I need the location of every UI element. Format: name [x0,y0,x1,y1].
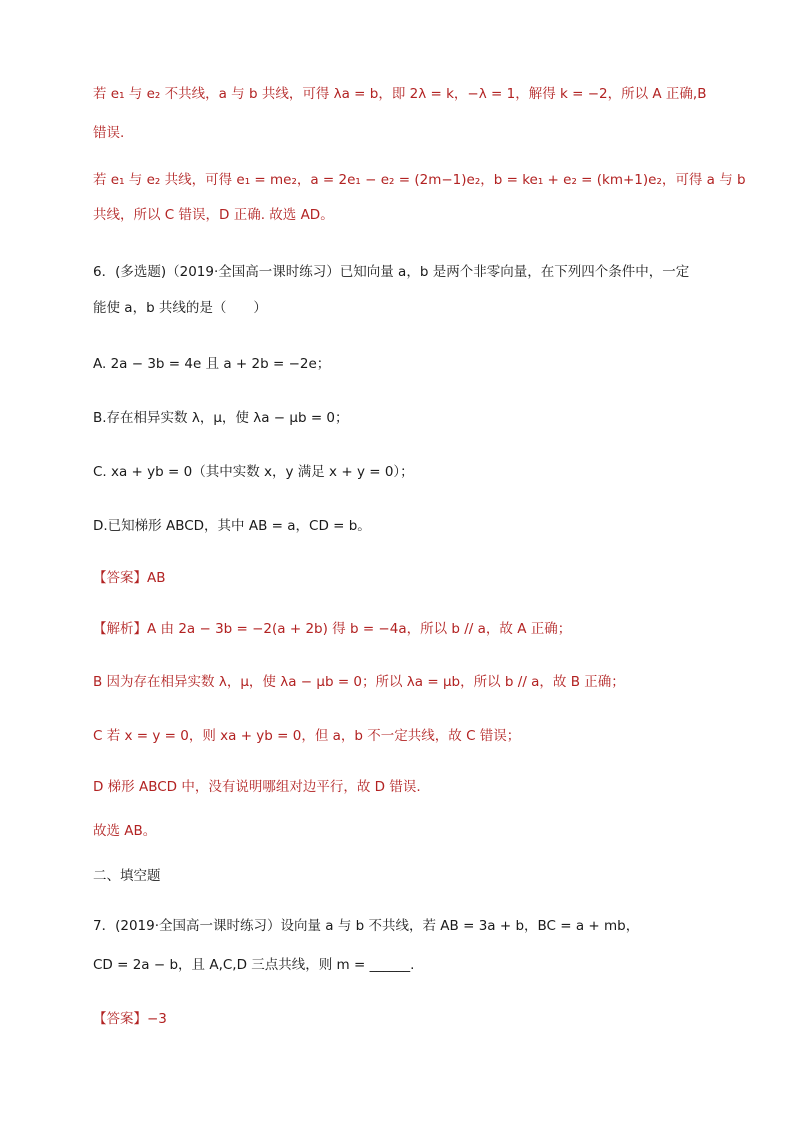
text-line-5: 6．(多选题)（2019·全国高一课时练习）已知向量 a，b 是两个非零向量，在下列四个条件中，一定 [93,264,690,280]
text-line-4: 共线，所以 C 错误，D 正确. 故选 AD。 [93,207,334,223]
text-line-9: C. xa + yb = 0（其中实数 x，y 满足 x + y = 0）； [93,464,414,480]
text-line-15: D 梯形 ABCD 中，没有说明哪组对边平行，故 D 错误. [93,779,421,795]
text-line-14: C 若 x = y = 0，则 xa + yb = 0，但 a，b 不一定共线，故 C 错误； [93,728,521,744]
text-line-16: 故选 AB。 [93,823,157,839]
text-line-3: 若 e₁ 与 e₂ 共线，可得 e₁ = me₂，a = 2e₁ − e₂ = (2m−1)e₂，b = ke₁ + e₂ = (km+1)e₂，可得 a 与 b [93,172,746,188]
text-line-11: 【答案】AB [93,570,166,586]
text-line-8: B.存在相异实数 λ，μ，使 λa − μb = 0； [93,410,349,426]
text-line-20: 【答案】−3 [93,1011,167,1027]
text-line-19: CD = 2a − b，且 A,C,D 三点共线，则 m = ______. [93,957,415,973]
text-line-13: B 因为存在相异实数 λ，μ，使 λa − μb = 0；所以 λa = μb，所以 b // a，故 B 正确； [93,674,625,690]
text-line-18: 7．(2019·全国高一课时练习）设向量 a 与 b 不共线，若 AB = 3a + b，BC = a + mb， [93,918,640,934]
text-line-12: 【解析】A 由 2a − 3b = −2(a + 2b) 得 b = −4a，所以 b // a，故 A 正确； [93,621,572,637]
text-line-2: 错误. [93,125,125,141]
text-line-7: A. 2a − 3b = 4e 且 a + 2b = −2e； [93,356,331,372]
text-line-6: 能使 a，b 共线的是（ ） [93,300,267,316]
text-line-1: 若 e₁ 与 e₂ 不共线，a 与 b 共线，可得 λa = b，即 2λ = k，−λ = 1，解得 k = −2，所以 A 正确,B [93,86,707,102]
text-line-10: D.已知梯形 ABCD，其中 AB = a，CD = b。 [93,518,371,534]
text-line-17: 二、填空题 [93,868,161,884]
